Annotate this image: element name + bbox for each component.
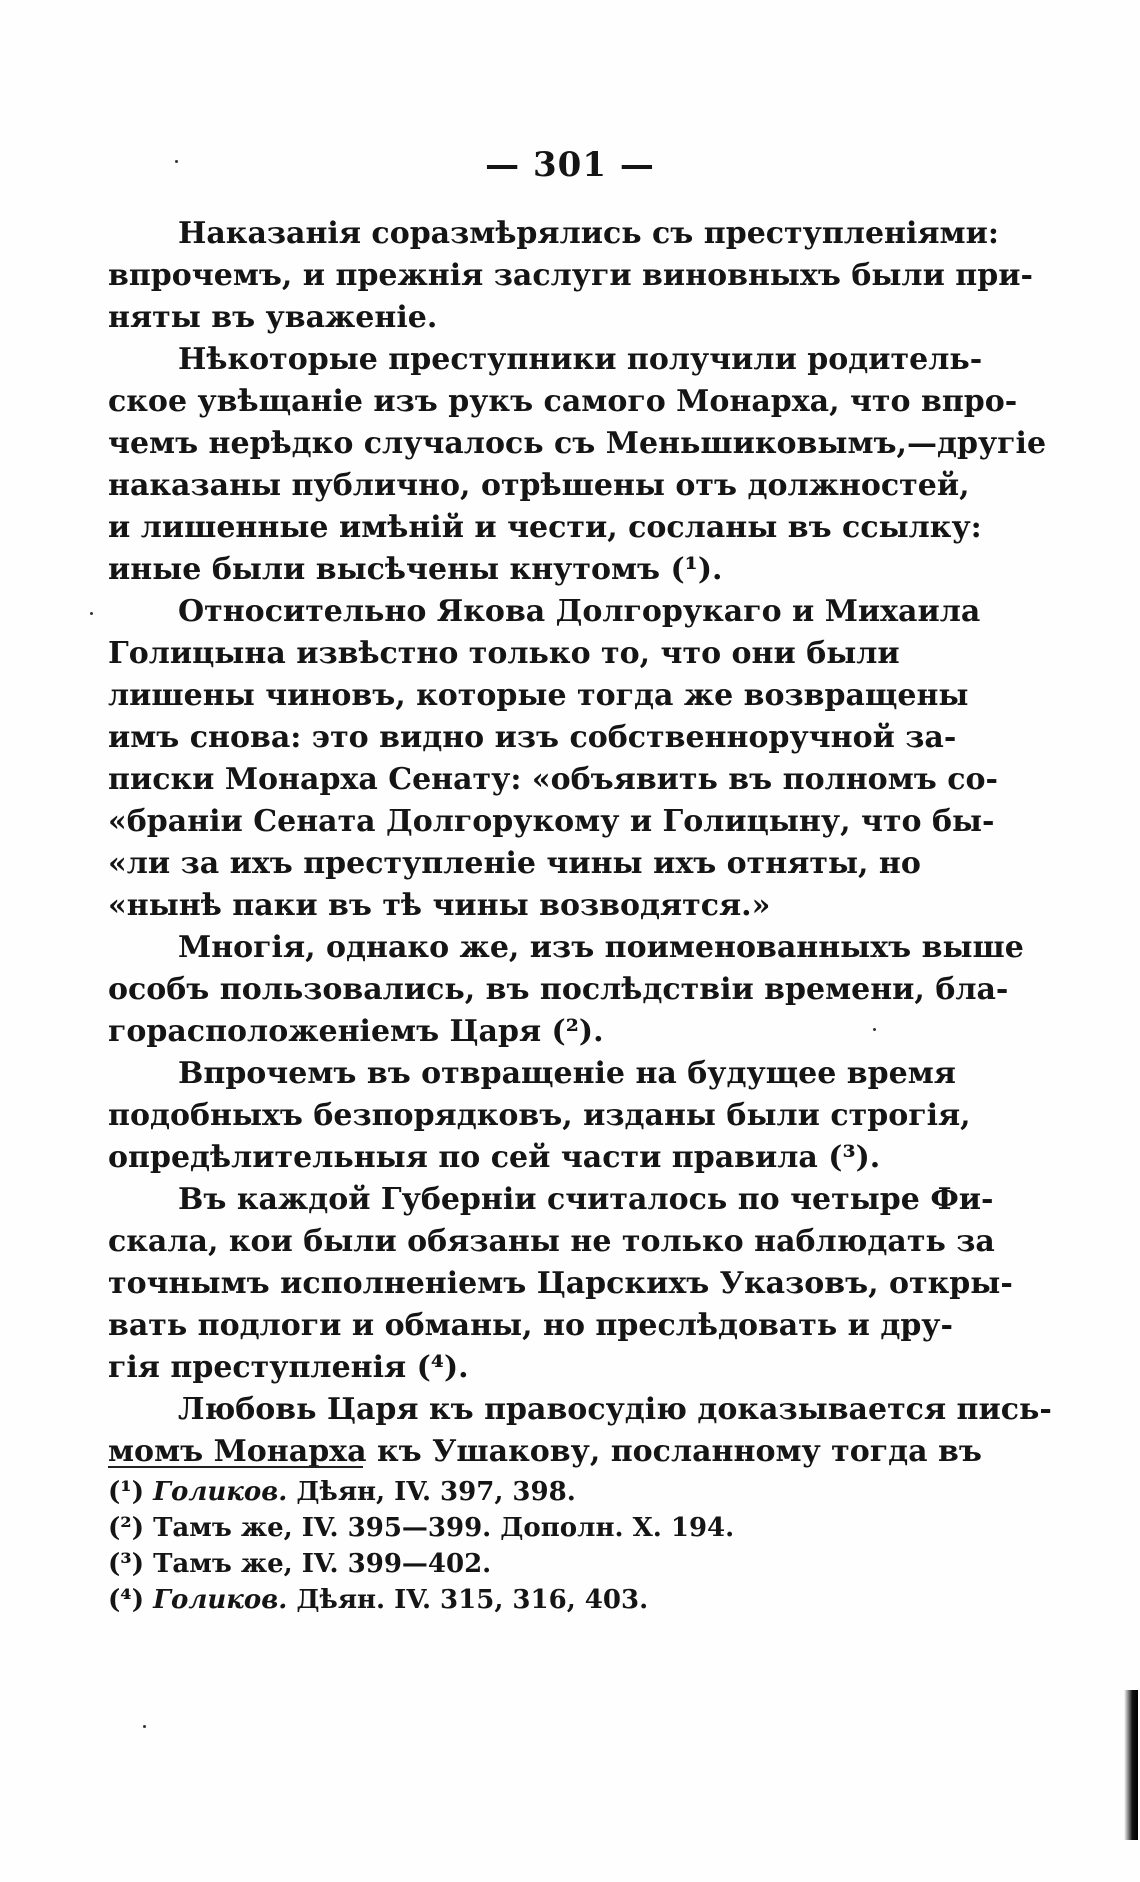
text-line: вать подлоги и обманы, но преслѣдовать и дру- (108, 1308, 953, 1343)
footnote (108, 1474, 808, 1510)
text-line: горасположеніемъ Царя (²). (108, 1014, 604, 1049)
footnote-mark: (¹) (108, 1477, 144, 1507)
scan-edge-shadow (1124, 1690, 1138, 1840)
body-text (108, 213, 1052, 1473)
footnote-mark: (⁴) (108, 1585, 144, 1615)
footnote (108, 1582, 808, 1618)
text-line: Любовь Царя къ правосудію доказывается пись- (178, 1392, 1052, 1427)
text-line: чемъ нерѣдко случалось съ Меньшиковымъ,—другіе (108, 426, 1047, 461)
text-line: скала, кои были обязаны не только наблюдать за (108, 1224, 995, 1259)
text-line: особъ пользовались, въ послѣдствіи времени, бла- (108, 972, 1009, 1007)
scan-speck (175, 160, 178, 163)
text-line: «ли за ихъ преступленіе чины ихъ отняты, но (108, 846, 921, 881)
scan-speck (90, 612, 93, 615)
scan-speck (873, 1028, 876, 1031)
text-line: «нынѣ паки въ тѣ чины возводятся.» (108, 888, 771, 923)
text-line: имъ снова: это видно изъ собственноручной за- (108, 720, 957, 755)
footnote-reference: Тамъ же, IV. 395—399. Дополн. X. 194. (153, 1513, 735, 1543)
footnote (108, 1510, 808, 1546)
footnote-author: Голиков. (153, 1585, 288, 1615)
text-line: писки Монарха Сенату: «объявить въ полномъ со- (108, 762, 998, 797)
footnote-reference: Дѣян, IV. 397, 398. (296, 1477, 576, 1507)
footnote-author: Голиков. (153, 1477, 288, 1507)
footnotes (108, 1474, 808, 1618)
footnote-reference: Тамъ же, IV. 399—402. (153, 1549, 492, 1579)
text-line: наказаны публично, отрѣшены отъ должностей, (108, 468, 970, 503)
text-line: «браніи Сената Долгорукому и Голицыну, что бы- (108, 804, 995, 839)
footnote-reference: Дѣян. IV. 315, 316, 403. (296, 1585, 649, 1615)
text-line: лишены чиновъ, которые тогда же возвращены (108, 678, 969, 713)
footnote (108, 1546, 808, 1582)
text-line: Наказанія соразмѣрялись съ преступленіями: (178, 216, 999, 251)
footnote-mark: (³) (108, 1549, 144, 1579)
page-number: — 301 — (485, 145, 655, 185)
text-line: точнымъ исполненіемъ Царскихъ Указовъ, откры- (108, 1266, 1013, 1301)
text-line: Въ каждой Губерніи считалось по четыре Фи- (178, 1182, 994, 1217)
footnote-rule (108, 1466, 363, 1468)
text-line: момъ Монарха къ Ушакову, посланному тогда въ (108, 1434, 982, 1469)
text-line: иные были высѣчены кнутомъ (¹). (108, 552, 723, 587)
scan-speck (143, 1725, 146, 1728)
text-line: опредѣлительныя по сей части правила (³). (108, 1140, 881, 1175)
text-line: ское увѣщаніе изъ рукъ самого Монарха, что впро- (108, 384, 1018, 419)
text-line: Относительно Якова Долгорукаго и Михаила (178, 594, 981, 629)
footnote-mark: (²) (108, 1513, 144, 1543)
text-line: и лишенные имѣній и чести, сосланы въ ссылку: (108, 510, 982, 545)
text-line: Голицына извѣстно только то, что они были (108, 636, 900, 671)
text-line: гія преступленія (⁴). (108, 1350, 469, 1385)
text-line: Нѣкоторые преступники получили родитель- (178, 342, 983, 377)
text-line: Впрочемъ въ отвращеніе на будущее время (178, 1056, 956, 1091)
text-line: впрочемъ, и прежнія заслуги виновныхъ были при- (108, 258, 1033, 293)
text-line: няты въ уваженіе. (108, 300, 438, 335)
text-line: подобныхъ безпорядковъ, изданы были строгія, (108, 1098, 971, 1133)
text-line: Многія, однако же, изъ поименованныхъ выше (178, 930, 1024, 965)
